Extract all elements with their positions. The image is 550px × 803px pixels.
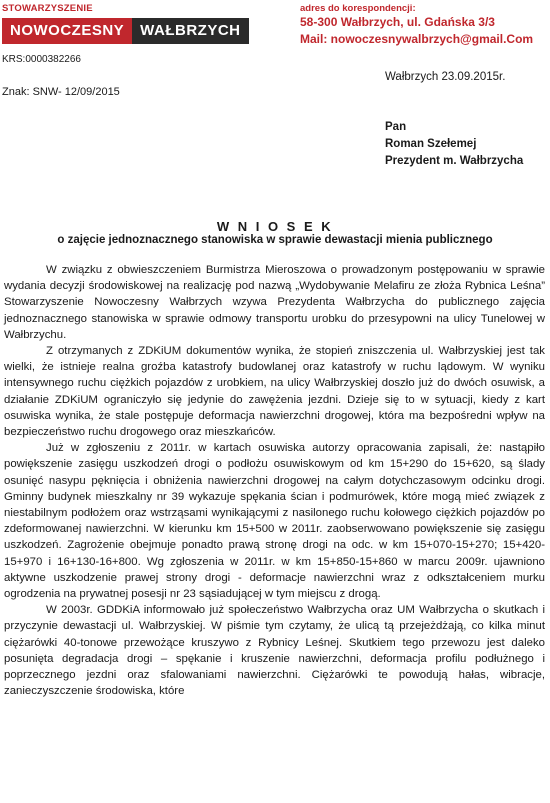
logo-part-walbrzych: WAŁBRZYCH: [132, 18, 248, 44]
reference-number: Znak: SNW- 12/09/2015: [2, 86, 120, 98]
logo-part-nowoczesny: NOWOCZESNY: [2, 18, 132, 44]
address-label: adres do korespondencji:: [300, 3, 416, 14]
letter-date: Wałbrzych 23.09.2015r.: [385, 71, 506, 83]
logo: [2, 18, 249, 44]
mail-line: Mail: nowoczesnywalbrzych@gmail.Com: [300, 32, 534, 46]
body-paragraph: W 2003r. GDDKiA informowało już społeczeństwo Wałbrzycha oraz UM Wałbrzycha o skutkach i przyczynie dewastacji ul. Wałbrzyskiej. W piśmie tym czytamy, że ulicą tą przejeżdżają, co kilka minut ciężarówki 40-tonowe przewożące kruszywo z Rybnicy Leśnej. Skutkiem tego przewozu jest daleko posunięta degradacja drogi – spękanie i kruszenie nawierzchni, deformacja profilu podłużnego i poprzecznego jezdni oraz sfalowaniami nawierzchni. Ciężarówki te powodują hałas, wibracje, zanieczyszczenie środowiska, które: [4, 604, 545, 698]
recipient-position: Prezydent m. Wałbrzycha: [385, 155, 524, 167]
letter-body: [4, 262, 545, 699]
address-line: 58-300 Wałbrzych, ul. Gdańska 3/3: [300, 15, 495, 29]
recipient-title: Pan: [385, 121, 407, 133]
org-label: STOWARZYSZENIE: [2, 3, 93, 14]
document-subtitle: o zajęcie jednoznacznego stanowiska w sprawie dewastacji mienia publicznego: [57, 234, 493, 246]
body-paragraph: W związku z obwieszczeniem Burmistrza Mieroszowa o prowadzonym postępowaniu w sprawie wydania decyzji środowiskowej na realizację pod nazwą „Wydobywanie Melafiru ze złoża Rybnica Leśna” Stowarzyszenie Nowoczesny Wałbrzych wzywa Prezydenta Wałbrzycha do publicznego zajęcia jednoznacznego stanowiska w sprawie odmowy transportu urobku do przesypowni na ulicy Tunelowej w Wałbrzychu.: [4, 264, 545, 341]
recipient-name: Roman Szełemej: [385, 138, 477, 150]
krs-number: KRS:0000382266: [2, 54, 81, 65]
body-paragraph: Już w zgłoszeniu z 2011r. w kartach osuwiska autorzy opracowania zapisali, że: nastąpiło powiększenie zasięgu uszkodzeń drogi o podłożu osuwiskowym od km 15+290 do 15+620, są ślady osunięć nasypu pęknięcia i obniżenia nawierzchni drogowej na całym dotychczasowym odcinku drogi. Gminny budynek mieszkalny nr 39 wykazuje spękania ścian i podmurówek, które mogą mieć związek z niestabilnym podłożem oraz wstrząsami wynikającymi z nasilonego ruchu kołowego ciężkich pojazdów po zdeformowanej nawierzchni. W kierunku km 15+500 w 2011r. zaobserwowano powiększenie się zasięgu uszkodzeń. Zagrożenie obejmuje ponadto prawą stronę drogi na odc. w km 15+070-15+270; 15+420-15+970 i 16+130-16+800. Wg zgłoszenia w 2011r. w km 15+850-15+860 w marcu 2009r. ujawniono aktywne uszkodzenie prawej strony drogi - deformacje nawierzchni wraz z odkształceniem murku ogrodzenia na prywatnej posesji nr 23 sąsiadującej w tym miejscu z drogą.: [4, 442, 545, 601]
document-title: W N I O S E K: [216, 219, 334, 234]
body-paragraph: Z otrzymanych z ZDKiUM dokumentów wynika, że stopień zniszczenia ul. Wałbrzyskiej jest tak wielki, że istnieje realna groźba katastrofy budowlanej oraz katastrofy w ruchu lądowym. W wyniku intensywnego ruchu ciężkich pojazdów z urobkiem, na ulicy Wałbrzyskiej doszło już do dwóch osuwisk, a działanie ZDKiUM ograniczyło się jedynie do zawężenia jezdni. Dzieje się to w sytuacji, kiedy z kart osuwiska wynika, że stale postępuje deformacja nawierzchni drogowej, która ma bezpośredni wpływ na bezpieczeństwo ruchu drogowego oraz mieszkańców.: [4, 345, 545, 439]
